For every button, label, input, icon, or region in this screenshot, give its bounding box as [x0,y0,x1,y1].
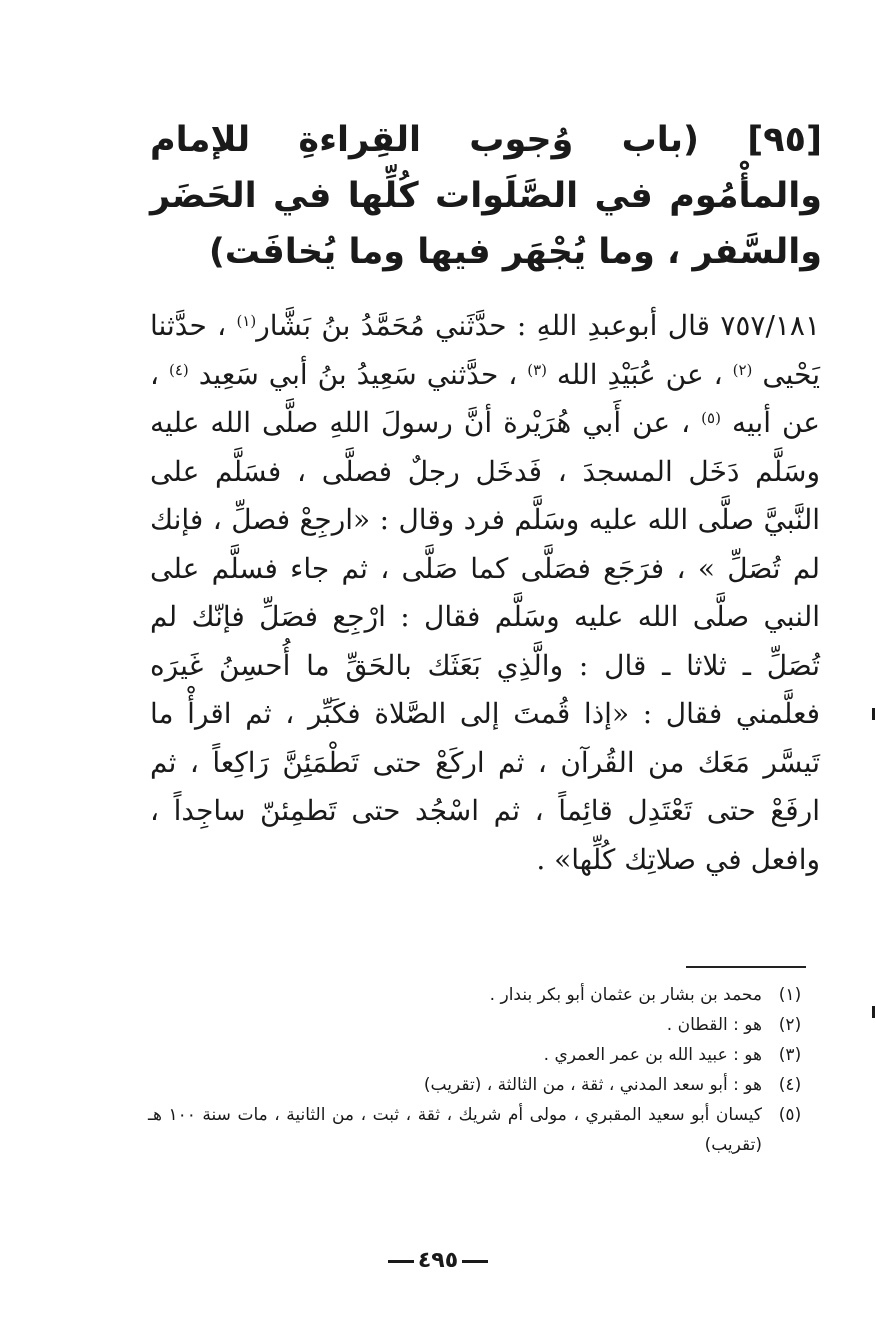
hadith-segment: ، حدَّثنا يَحْيى [150,309,820,391]
page-number-value: ٤٩٥ [417,1248,459,1273]
footnotes [148,980,818,1160]
hadith-segment: ، عن أَبي هُرَيْرة أنَّ رسولَ اللهِ صلَّى الله عليه وسَلَّم دَخَل المسجدَ ، فَدخَل رجلٌ فصلَّى ، فسَلَّم على النَّبيَّ صلَّى الله عليه وسَلَّم فرد وقال : «ارجِعْ فصلِّ ، فإنك لم تُصَلِّ » ، فرَجَع فصَلَّى كما صَلَّى ، ثم جاء فسلَّم على النبي صلَّى الله عليه وسَلَّم فقال : ارْجِع فصَلِّ فإنّك لم تُصَلِّ ـ ثلاثا ـ قال : والَّذِي بَعَثَك بالحَقِّ ما أُحسِنُ غَيرَه فعلَّمني فقال : «إذا قُمتَ إلى الصَّلاة فكَبِّر ، ثم اقرأْ ما تَيسَّر مَعَك من القُرآن ، ثم اركَعْ حتى تَطْمَئِنَّ رَاكِعاً ، ثم ارفَعْ حتى تَعْتَدِل قائِماً ، ثم اسْجُد حتى تَطمِئنّ ساجِداً ، وافعل في صلاتِك كُلِّها» . [150,406,820,876]
hadith-segment: ، حدَّثني سَعِيدُ بنُ أبي سَعِيد [188,357,528,391]
footnote-reference: (٤) [168,360,189,379]
footnote-reference: (٥) [701,409,721,427]
page-number-dash [462,1260,488,1263]
page-number [0,1248,876,1273]
footnote-5 [148,1100,818,1160]
footnote-number: (١) [778,985,802,1005]
footnote-1 [148,980,818,1010]
footnote-text: كيسان أبو سعيد المقبري ، مولى أم شريك ، ثقة ، ثبت ، من الثانية ، مات سنة ١٠٠ هـ (تقريب) [148,1105,762,1155]
footnote-4 [148,1070,818,1100]
footnote-reference: (٢) [732,360,753,379]
page-number-dash [388,1260,414,1263]
footnote-divider [686,966,806,968]
footnote-number: (٤) [778,1075,802,1095]
hadith-number: ٧٥٧/١٨١ [720,309,820,342]
hadith-text [150,302,820,884]
scan-artifact-mark [872,708,875,720]
footnote-number: (٣) [778,1045,802,1065]
footnote-reference: (٣) [527,360,547,379]
footnote-text: هو : عبيد الله بن عمر العمري . [543,1045,762,1065]
footnote-reference: (١) [236,312,257,330]
hadith-segment: ، عن أبيه [150,357,820,439]
chapter-heading: [٩٥] (باب وُجوب القِراءةِ للإمام والمأْمُوم في الصَّلَوات كُلِّها في الحَضَر والسَّفر ، وما يُجْهَر فيها وما يُخافَت) [150,120,822,272]
hadith-segment: قال أبوعبدِ اللهِ : حدَّثَني مُحَمَّدُ بنُ بَشَّار [256,309,711,342]
footnote-number: (٢) [778,1015,802,1035]
hadith-segment: ، عن عُبَيْدِ الله [546,357,733,391]
footnote-number: (٥) [778,1105,802,1125]
footnote-text: هو : القطان . [666,1015,762,1035]
footnote-3 [148,1040,818,1070]
footnote-text: محمد بن بشار بن عثمان أبو بكر بندار . [489,985,762,1005]
scan-artifact-mark [872,1006,875,1018]
footnote-text: هو : أبو سعد المدني ، ثقة ، من الثالثة ، (تقريب) [423,1075,762,1095]
footnote-2 [148,1010,818,1040]
